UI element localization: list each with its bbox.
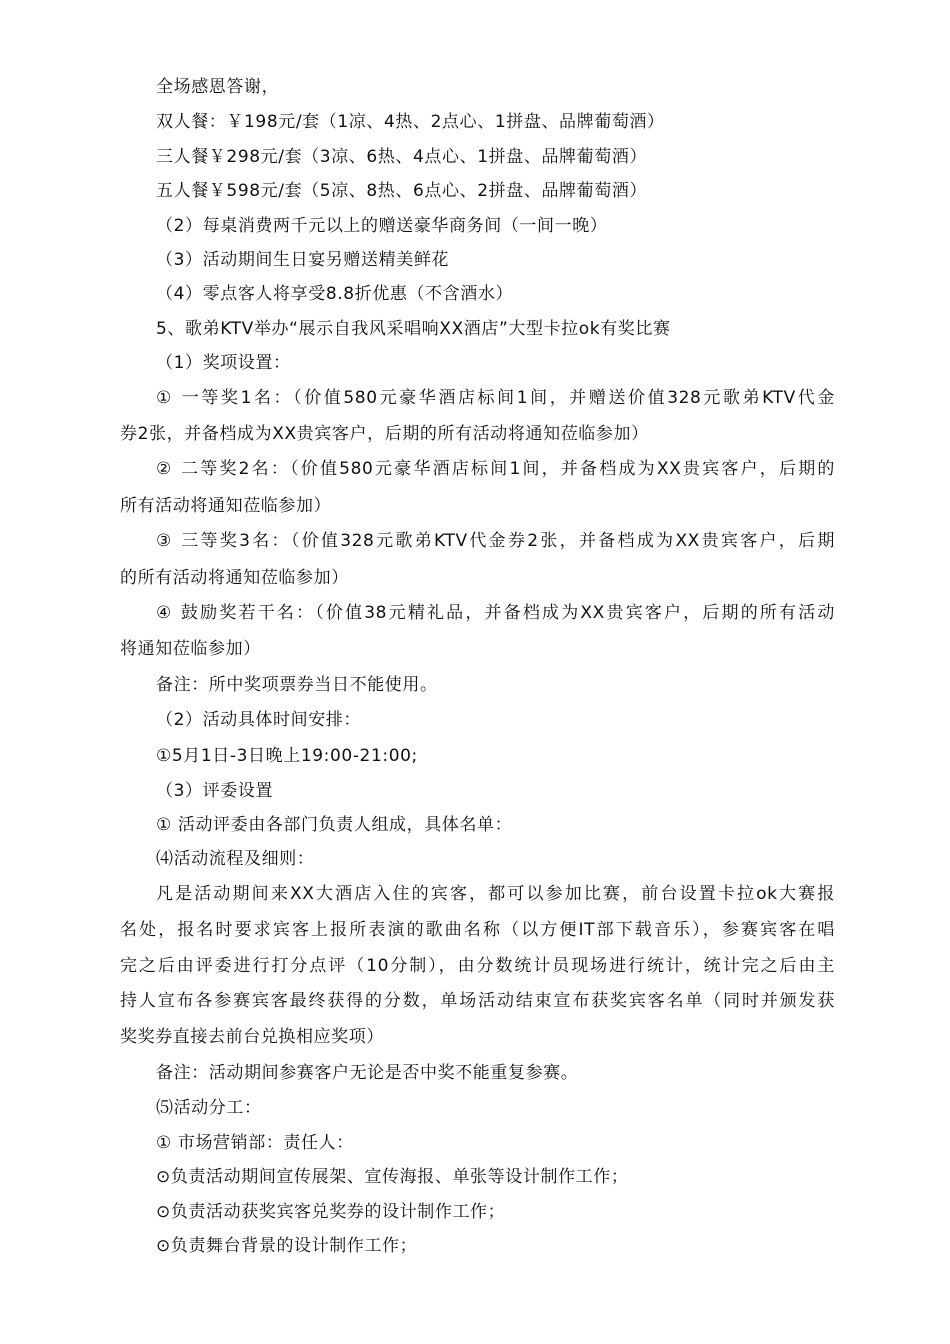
text-line: 的所有活动将通知莅临参加） — [120, 568, 349, 588]
text-line: ① 一等奖1名：（价值580元豪华酒店标间1间，并赠送价值328元歌弟KTV代金 — [156, 388, 835, 408]
text-line: ④ 鼓励奖若干名：（价值38元精礼品，并备档成为XX贵宾客户，后期的所有活动 — [156, 603, 835, 623]
text-line: （2）活动具体时间安排： — [156, 710, 362, 730]
text-line: 完之后由评委进行打分点评（10分制），由分数统计员现场进行统计，统计完之后由主 — [120, 956, 835, 976]
text-line: 所有活动将通知莅临参加） — [120, 496, 332, 516]
text-line: 五人餐￥598元/套（5凉、8热、6点心、2拼盘、品牌葡萄酒） — [156, 181, 648, 201]
text-line: 券2张，并备档成为XX贵宾客户，后期的所有活动将通知莅临参加） — [120, 424, 649, 444]
text-line: 5、歌弟KTV举办“展示自我风采唱响XX酒店”大型卡拉ok有奖比赛 — [156, 319, 671, 339]
text-line: （3）活动期间生日宴另赠送精美鲜花 — [156, 250, 450, 270]
text-line: 将通知莅临参加） — [120, 639, 261, 659]
text-line: ⊙负责舞台背景的设计制作工作； — [156, 1236, 418, 1256]
text-line: 名处，报名时要求宾客上报所表演的歌曲名称（以方便IT部下载音乐），参赛宾客在唱 — [120, 920, 835, 940]
text-line: ① 活动评委由各部门负责人组成，具体名单： — [156, 815, 513, 835]
text-line: ② 二等奖2名：（价值580元豪华酒店标间1间，并备档成为XX贵宾客户，后期的 — [156, 459, 835, 479]
text-line: ⑸活动分工： — [156, 1098, 262, 1118]
text-line: （2）每桌消费两千元以上的赠送豪华商务间（一间一晚） — [156, 216, 608, 236]
text-line: ⊙负责活动期间宣传展架、宣传海报、单张等设计制作工作； — [156, 1167, 629, 1187]
text-line: 全场感恩答谢， — [156, 77, 280, 97]
text-line: 备注：所中奖项票券当日不能使用。 — [156, 675, 438, 695]
text-line: （3）评委设置 — [156, 781, 274, 801]
text-line: 凡是活动期间来XX大酒店入住的宾客，都可以参加比赛，前台设置卡拉ok大赛报 — [156, 884, 835, 904]
text-line: ①5月1日-3日晚上19:00-21:00; — [156, 746, 418, 766]
text-line: 三人餐￥298元/套（3凉、6热、4点心、1拼盘、品牌葡萄酒） — [156, 147, 648, 167]
text-line: 双人餐：￥198元/套（1凉、4热、2点心、1拼盘、品牌葡萄酒） — [156, 112, 665, 132]
text-line: ① 市场营销部：责任人： — [156, 1133, 354, 1153]
text-line: （4）零点客人将享受8.8折优惠（不含酒水） — [156, 284, 514, 304]
text-line: ③ 三等奖3名：（价值328元歌弟KTV代金券2张，并备档成为XX贵宾客户，后期 — [156, 531, 835, 551]
text-line: 持人宣布各参赛宾客最终获得的分数，单场活动结束宣布获奖宾客名单（同时并颁发获 — [120, 991, 835, 1011]
text-line: 备注：活动期间参赛客户无论是否中奖不能重复参赛。 — [156, 1063, 579, 1083]
text-line: ⊙负责活动获奖宾客兑奖券的设计制作工作； — [156, 1202, 506, 1222]
text-line: （1）奖项设置： — [156, 353, 291, 373]
text-line: 奖奖券直接去前台兑换相应奖项） — [120, 1027, 384, 1047]
text-line: ⑷活动流程及细则： — [156, 849, 315, 869]
